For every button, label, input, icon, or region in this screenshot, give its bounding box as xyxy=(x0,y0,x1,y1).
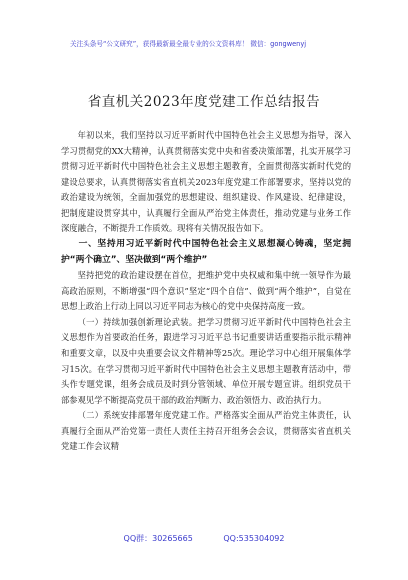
footer-qq-group: QQ群：30265665 xyxy=(123,534,193,543)
document-title: 省直机关2023年度党建工作总结报告 xyxy=(87,94,321,110)
footer-contact xyxy=(0,533,408,544)
intro-paragraph: 年初以来，我们坚持以习近平新时代中国特色社会主义思想为指导，深入学习贯彻党的XX大精神，认真贯彻落实党中央和省委决策部署，扎实开展学习贯彻习近平新时代中国特色社会主义思想主题教育，全面贯彻落实新时代党的建设总要求，认真贯彻落实省直机关2023年度党建工作部署要求，坚持以党的政治建设为统领，全面加强党的思想建设、组织建设、作风建设、纪律建设，把制度建设贯穿其中，认真履行全面从严治党主体责任，推动党建与业务工作深度融合，不断提升工作质效。现将有关情况报告如下。 xyxy=(61,130,351,234)
section1-paragraph-2: （一）持续加强创新理论武装。把学习贯彻习近平新时代中国特色社会主义思想作为首要政治任务，跟进学习习近平总书记重要讲话重要指示批示精神和重要文章，以及中央重要会议文件精神等25次。理论学习中心组开展集体学习15次。在学习贯彻习近平新时代中国特色社会主义思想主题教育活动中，带头作专题党课，组务会成员及时到分管领域、单位开展专题宣讲。组织党员干部参观见学不断提高党员干部的政治判断力、政治领悟力、政治执行力。 xyxy=(61,316,351,405)
header-notice: 关注头条号“公文研究”，获得最新最全最专业的公文资料库！ 微信：gongwenyj xyxy=(70,40,307,48)
section-heading-1: 一、坚持用习近平新时代中国特色社会主义思想凝心铸魂，坚定拥护“两个确立”、坚决做到“两个维护” xyxy=(61,238,351,265)
section1-paragraph-3: （二）系统安排部署年度党建工作。严格落实全面从严治党主体责任，认真履行全面从严治党第一责任人责任主持召开组务会会议，贯彻落实省直机关党建工作会议精 xyxy=(61,410,351,452)
section1-paragraph-1: 坚持把党的政治建设摆在首位，把维护党中央权威和集中统一领导作为最高政治原则，不断增强“四个意识”坚定“四个自信”、做到“两个维护”，自觉在思想上政治上行动上同以习近平同志为核心的党中央保持高度一致。 xyxy=(61,270,351,312)
footer-qq: QQ:535304092 xyxy=(223,534,285,543)
document-body xyxy=(61,128,351,455)
